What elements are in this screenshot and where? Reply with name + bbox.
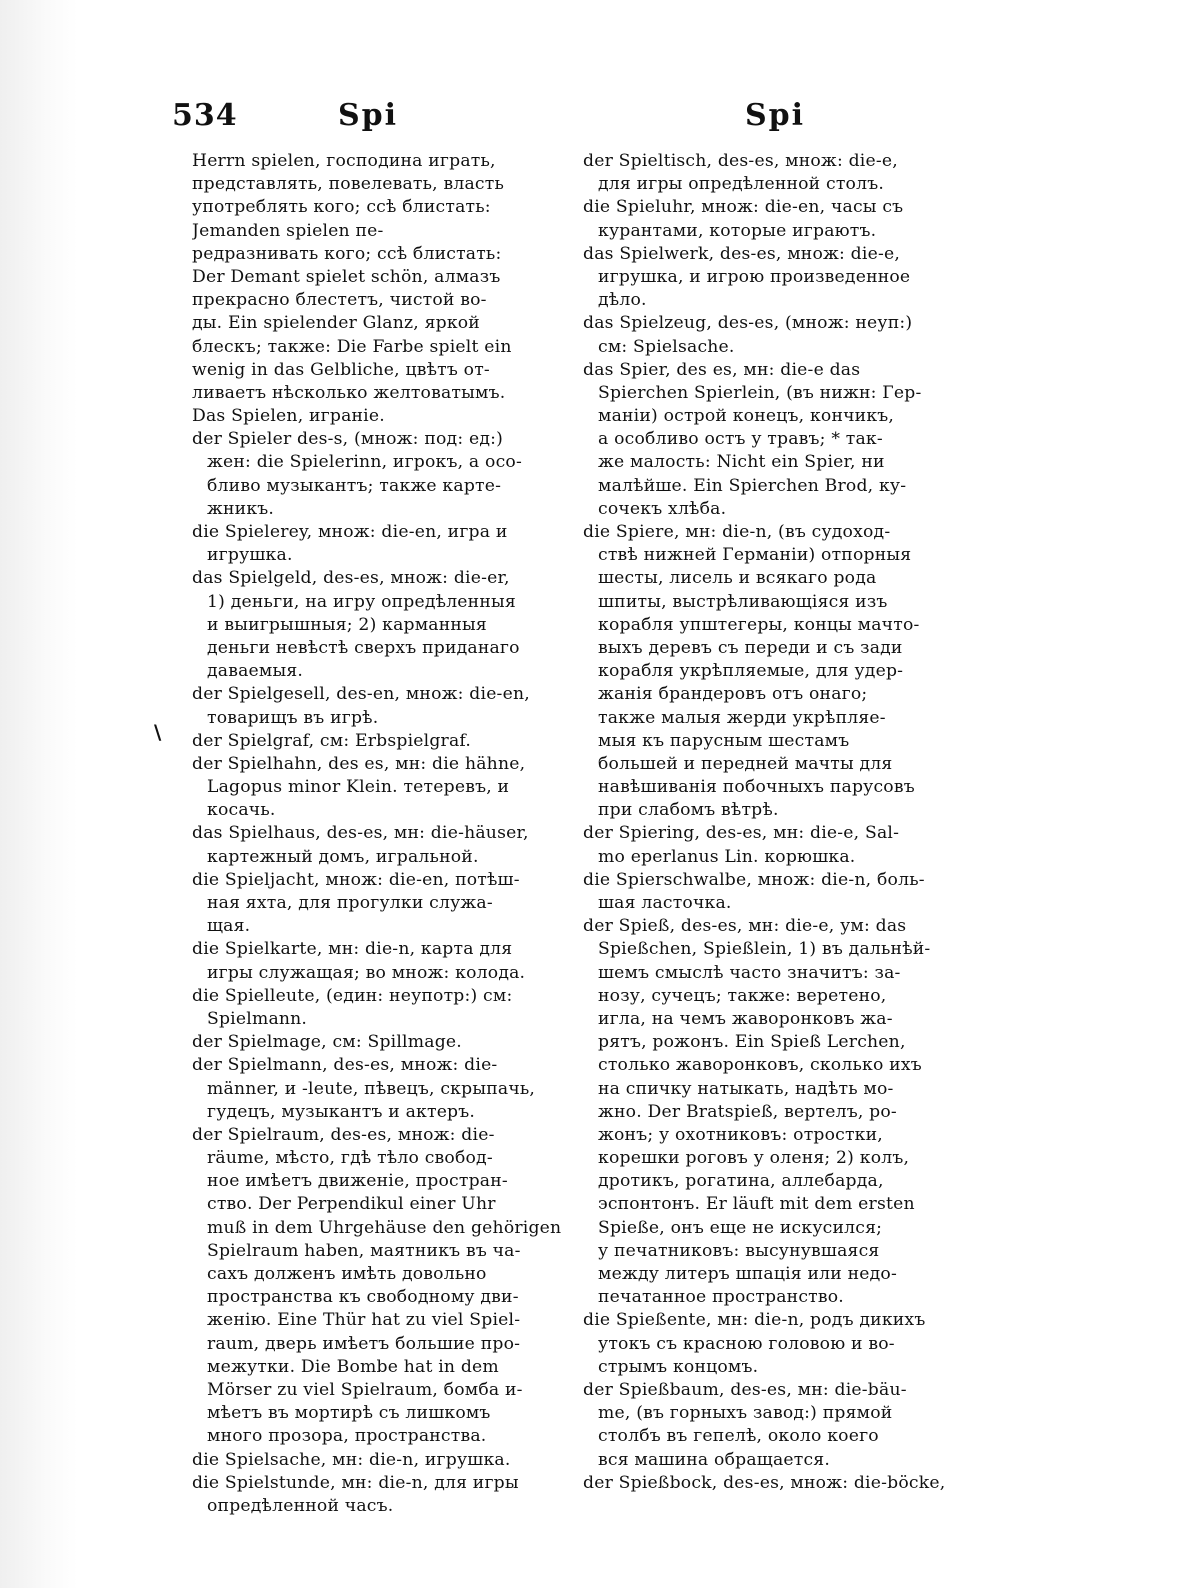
dictionary-line: die Spieljacht, множ: die-en, потѣш- [192,869,520,890]
dictionary-line: для игры опредѣленной столъ. [598,174,885,195]
dictionary-line: der Spieler des-s, (множ: под: ед:) [192,429,504,450]
dictionary-line: me, (въ горныхъ завод:) прямой [598,1403,893,1424]
dictionary-line: рятъ, рожонъ. Ein Spieß Lerchen, [598,1032,906,1053]
dictionary-line: косачь. [207,800,276,821]
dictionary-line: дротикъ, рогатина, аллебарда, [598,1171,884,1192]
dictionary-line: шесты, лисель и всякаго рода [598,568,877,589]
dictionary-line: курантами, которые играютъ. [598,220,877,241]
dictionary-line: утокъ съ красною головою и во- [598,1333,895,1354]
dictionary-line: игрушка. [207,545,293,566]
dictionary-line: картежный домъ, игральной. [207,846,479,867]
dictionary-line: при слабомъ вѣтрѣ. [598,800,779,821]
dictionary-line: ствѣ нижней Германіи) отпорныя [598,545,912,566]
dictionary-line: die Spielstunde, мн: die-n, для игры [192,1472,519,1493]
dictionary-line: мыя къ парусным шестамъ [598,730,850,751]
dictionary-line: игрушка, и игрою произведенное [598,266,911,287]
dictionary-line: das Spielwerk, des-es, множ: die-e, [583,243,900,264]
dictionary-line: die Spielsache, мн: die-n, игрушка. [192,1449,511,1470]
dictionary-line: дѣло. [598,290,647,311]
dictionary-line: также малыя жерди укрѣпляе- [598,707,886,728]
dictionary-line: Spießchen, Spießlein, 1) въ дальнѣй- [598,939,931,960]
dictionary-line: бливо музыкантъ; также карте- [207,475,502,496]
dictionary-line: эспонтонъ. Er läuft mit dem ersten [598,1194,915,1215]
dictionary-line: столько жаворонковъ, сколько ихъ [598,1055,922,1076]
dictionary-line: die Spießente, мн: die-n, родъ дикихъ [583,1310,926,1331]
dictionary-line: männer, и -leute, пѣвецъ, скрыпачь, [207,1078,536,1099]
dictionary-line: много прозора, пространства. [207,1426,487,1447]
dictionary-line: 1) деньги, на игру опредѣленныя [207,591,516,612]
running-head-right: Spi [745,98,806,133]
dictionary-line: стрымъ концомъ. [598,1356,759,1377]
dictionary-line: das Spielhaus, des-es, мн: die-häuser, [192,823,529,844]
dictionary-line: жникъ. [207,498,275,519]
dictionary-line: ное имѣетъ движеніе, простран- [207,1171,508,1192]
dictionary-line: деньги невѣстѣ сверхъ приданаго [207,637,520,658]
dictionary-line: Lagopus minor Klein. тетеревъ, и [207,777,510,798]
page-number: 534 [172,98,238,133]
dictionary-line: ливаетъ нѣсколько желтоватымъ. [192,382,506,403]
dictionary-line: das Spielgeld, des-es, множ: die-er, [192,568,510,589]
page-edge-shadow [0,0,78,1588]
dictionary-line: корабля укрѣпляемые, для удер- [598,661,904,682]
dictionary-line: der Spielmage, см: Spillmage. [192,1032,462,1053]
dictionary-line: даваемыя. [207,661,304,682]
dictionary-line: печатанное пространство. [598,1287,844,1308]
dictionary-line: Herrn spielen, господина играть, [192,151,496,171]
dictionary-line: же малость: Nicht ein Spier, ни [598,452,885,473]
dictionary-line: межутки. Die Bombe hat in dem [207,1356,499,1377]
dictionary-line: вся машина обращается. [598,1449,831,1470]
dictionary-line: der Spiering, des-es, мн: die-e, Sal- [583,823,900,844]
dictionary-line: между литеръ шпація или недо- [598,1264,897,1284]
dictionary-line: der Spielraum, des-es, множ: die- [192,1124,495,1145]
stray-mark: \ [154,720,162,744]
dictionary-line: die Spierschwalbe, множ: die-n, боль- [583,869,925,890]
dictionary-line: raum, дверь имѣетъ большие про- [207,1333,521,1354]
dictionary-line: ство. Der Perpendikul einer Uhr [207,1194,496,1215]
dictionary-line: употреблять кого; ссѣ блистать: [192,197,491,218]
dictionary-line: щая. [207,916,251,937]
left-column [192,150,568,1518]
dictionary-line: столбъ въ гепелѣ, около коего [598,1426,879,1447]
dictionary-line: шемъ смыслѣ часто значитъ: за- [598,962,901,983]
dictionary-line: der Spießbaum, des-es, мн: die-bäu- [583,1379,907,1400]
dictionary-line: большей и передней мачты для [598,753,893,774]
dictionary-line: Jemanden spielen пе- [192,220,384,241]
dictionary-line: das Spielzeug, des-es, (множ: неуп:) [583,313,913,334]
dictionary-line: жанія брандеровъ отъ онаго; [598,684,868,705]
dictionary-line: игла, на чемъ жаворонковъ жа- [598,1008,893,1029]
dictionary-line: выхъ деревъ съ переди и съ зади [598,637,903,658]
dictionary-line: гудецъ, музыкантъ и актеръ. [207,1101,476,1122]
dictionary-line: нозу, сучецъ; также: веретено, [598,985,887,1006]
dictionary-line: Spielmann. [207,1008,308,1029]
dictionary-line: der Spielgraf, см: Erbspielgraf. [192,730,472,751]
dictionary-line: ды. Ein spielender Glanz, яркой [192,313,480,334]
dictionary-line: der Spieß, des-es, мн: die-e, ум: das [583,916,907,937]
dictionary-line: Spierchen Spierlein, (въ нижн: Гер- [598,382,922,403]
dictionary-line: товарищъ въ игрѣ. [207,707,379,728]
dictionary-line: Spielraum haben, маятникъ въ ча- [207,1240,521,1261]
dictionary-line: женію. Eine Thür hat zu viel Spiel- [207,1310,521,1331]
dictionary-line: редразнивать кого; ссѣ блистать: [192,243,502,264]
dictionary-line: мѣетъ въ мортирѣ съ лишкомъ [207,1403,491,1424]
dictionary-line: пространства къ свободному дви- [207,1287,519,1308]
dictionary-line: сочекъ хлѣба. [598,498,727,519]
dictionary-line: Mörser zu viel Spielraum, бомба и- [207,1379,523,1400]
running-head-left: Spi [338,98,399,133]
dictionary-line: die Spielleute, (един: неупотр:) см: [192,985,513,1006]
dictionary-line: корешки роговъ у оленя; 2) колъ, [598,1148,910,1169]
dictionary-line: жно. Der Bratspieß, вертелъ, ро- [598,1101,897,1122]
dictionary-line: прекрасно блестетъ, чистой во- [192,290,487,311]
dictionary-line: der Spielhahn, des es, мн: die hähne, [192,753,526,774]
dictionary-line: блескъ; также: Die Farbe spielt ein [192,336,512,357]
dictionary-line: der Spießbock, des-es, множ: die-böcke, [583,1472,946,1493]
dictionary-line: корабля упштегеры, концы мачто- [598,614,920,635]
dictionary-line: жонъ; у охотниковъ: отростки, [598,1124,883,1145]
dictionary-line: wenig in das Gelbliche, цвѣтъ от- [192,359,490,380]
dictionary-line: Der Demant spielet schön, алмазъ [192,266,501,287]
dictionary-line: см: Spielsache. [598,336,735,357]
dictionary-line: жен: die Spielerinn, игрокъ, а осо- [207,452,522,473]
right-column [583,150,983,1495]
dictionary-line: die Spielerey, множ: die-en, игра и [192,522,508,542]
dictionary-line: ная яхта, для прогулки служа- [207,893,493,913]
dictionary-line: шпиты, выстрѣливающіяся изъ [598,591,888,612]
dictionary-line: mo eperlanus Lin. корюшка. [598,846,856,867]
dictionary-line: навѣшиванія побочныхъ парусовъ [598,777,915,798]
dictionary-line: der Spielmann, des-es, множ: die- [192,1055,498,1076]
dictionary-line: на спичку натыкать, надѣть мо- [598,1078,894,1099]
dictionary-line: маніи) острой конецъ, кончикъ, [598,406,895,427]
dictionary-line: шая ласточка. [598,893,732,913]
dictionary-line: сахъ долженъ имѣть довольно [207,1264,487,1284]
dictionary-line: muß in dem Uhrgehäuse den gehörigen [207,1217,562,1238]
dictionary-line: die Spiere, мн: die-n, (въ судоход- [583,522,891,542]
dictionary-line: der Spielgesell, des-en, множ: die-en, [192,684,530,705]
dictionary-line: игры служащая; во множ: колода. [207,962,526,983]
dictionary-line: der Spieltisch, des-es, множ: die-e, [583,151,898,171]
dictionary-line: Das Spielen, играніе. [192,406,385,427]
dictionary-line: представлять, повелевать, власть [192,174,505,195]
dictionary-line: die Spielkarte, мн: die-n, карта для [192,939,513,960]
dictionary-line: опредѣленной часъ. [207,1495,394,1516]
dictionary-line: Spieße, онъ еще не искусился; [598,1217,883,1238]
dictionary-line: и выигрышныя; 2) карманныя [207,614,487,635]
dictionary-line: а особливо остъ у травъ; * так- [598,429,883,450]
dictionary-line: die Spieluhr, множ: die-en, часы съ [583,197,904,218]
dictionary-line: у печатниковъ: высунувшаяся [598,1240,880,1261]
dictionary-line: räume, мѣсто, гдѣ тѣло свобод- [207,1148,493,1169]
dictionary-line: малѣйше. Ein Spierchen Brod, ку- [598,475,907,496]
dictionary-line: das Spier, des es, мн: die-e das [583,359,861,380]
